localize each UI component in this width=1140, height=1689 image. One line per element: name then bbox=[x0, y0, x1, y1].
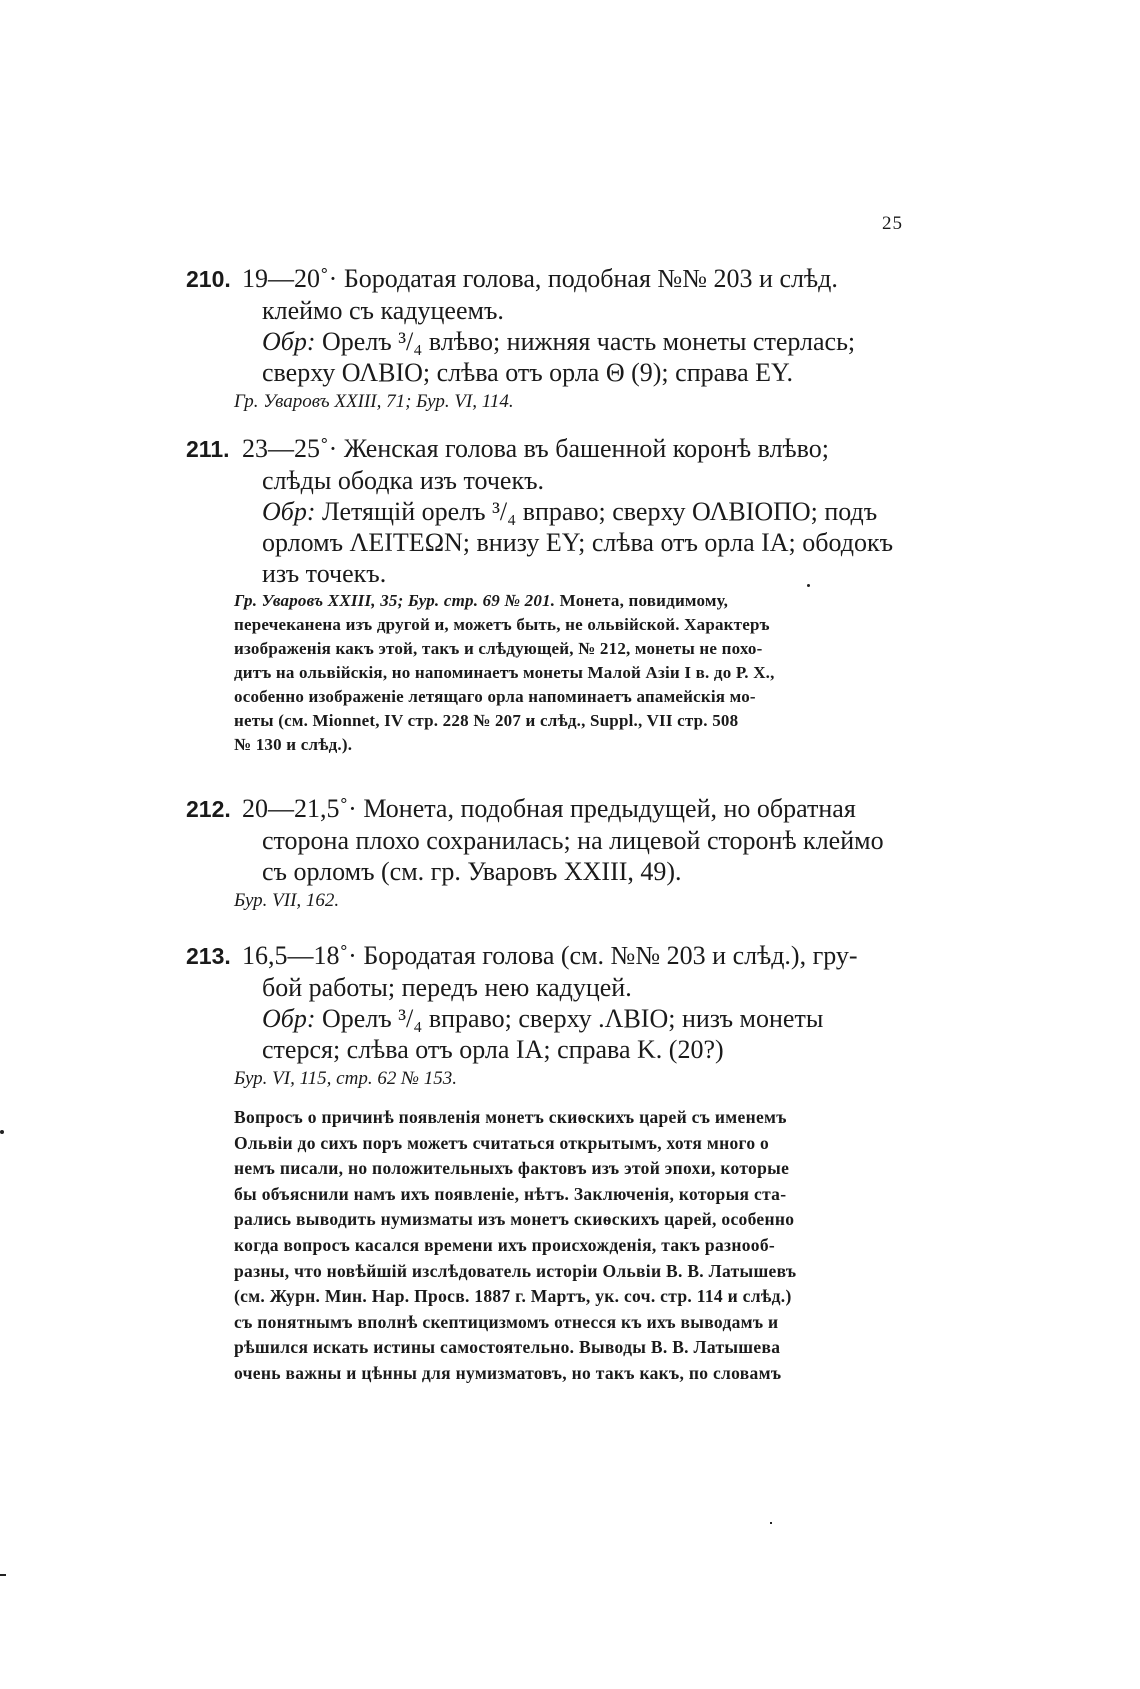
note-line: дитъ на ольвійскія, но напоминаетъ монеты Малой Азіи I в. до Р. Х., bbox=[234, 663, 775, 682]
reference-line: Бур. VII, 162. bbox=[234, 890, 340, 911]
paragraph-line: съ понятнымъ вполнѣ скептицизмомъ отнесся къ ихъ выводамъ и bbox=[234, 1311, 779, 1332]
entry-number: 210. bbox=[186, 266, 231, 292]
entry-number: 212. bbox=[186, 796, 231, 822]
entry-line: бой работы; передъ нею кадуцей. bbox=[262, 973, 632, 1002]
note-line: перечеканена изъ другой и, можетъ быть, не ольвійской. Характеръ bbox=[234, 615, 770, 634]
catalog-entry-213 bbox=[186, 940, 916, 1092]
note-line: неты (см. Mionnet, IV стр. 228 № 207 и слѣд., Suppl., VII стр. 508 bbox=[234, 711, 739, 730]
entry-line bbox=[186, 263, 916, 295]
entry-line bbox=[186, 326, 916, 357]
catalog-entry-211 bbox=[186, 433, 916, 757]
entry-description: 23—25˚· Женская голова въ башенной коронѣ влѣво; bbox=[242, 434, 829, 463]
entry-line: орломъ ΛΕΙΤΕΩΝ; внизу ΕΥ; слѣва отъ орла ΙΑ; ободокъ bbox=[262, 528, 894, 557]
scan-speck bbox=[770, 1522, 772, 1524]
entry-line: изъ точекъ. bbox=[262, 559, 387, 588]
obverse-label: Обр: bbox=[262, 327, 316, 356]
obverse-description: Орелъ ³/₄ вправо; сверху .ΛΒΙΟ; низъ монеты bbox=[322, 1004, 824, 1033]
entry-description: 19—20˚· Бородатая голова, подобная №№ 203 и слѣд. bbox=[242, 264, 838, 293]
reference-line: Бур. VI, 115, стр. 62 № 153. bbox=[234, 1068, 457, 1089]
paragraph-line: когда вопросъ касался времени ихъ происхожденія, такъ разнооб- bbox=[234, 1234, 776, 1255]
scan-speck bbox=[0, 1130, 4, 1134]
entry-line: клеймо съ кадуцеемъ. bbox=[262, 296, 504, 325]
entry-line: стерся; слѣва отъ орла ΙΑ; справа Κ. (20?) bbox=[262, 1035, 724, 1064]
reference-citation: Гр. Уваровъ XXIII, 35; Бур. стр. 69 № 201. bbox=[234, 591, 556, 610]
obverse-description: Летящій орелъ ³/₄ вправо; сверху ΟΛΒΙΟΠΟ; подъ bbox=[322, 497, 878, 526]
entry-line: слѣды ободка изъ точекъ. bbox=[262, 466, 545, 495]
entry-number: 211. bbox=[186, 436, 230, 462]
catalog-entry-210 bbox=[186, 263, 916, 415]
page-number: 25 bbox=[882, 213, 903, 234]
entry-line bbox=[186, 940, 916, 972]
paragraph-line: разны, что новѣйшій изслѣдователь исторіи Ольвіи В. В. Латышевъ bbox=[234, 1260, 797, 1281]
reference-line: Гр. Уваровъ XXIII, 71; Бур. VI, 114. bbox=[234, 391, 514, 412]
paragraph-line: Вопросъ о причинѣ появленія монетъ скиѳскихъ царей съ именемъ bbox=[234, 1107, 787, 1127]
paragraph-line: рались выводить нумизматы изъ монетъ скиѳскихъ царей, особенно bbox=[234, 1209, 795, 1230]
entry-description: 16,5—18˚· Бородатая голова (см. №№ 203 и слѣд.), гру- bbox=[242, 941, 858, 970]
commentary-paragraph bbox=[234, 1105, 924, 1387]
entry-line bbox=[186, 793, 916, 825]
note-line: изображенія какъ этой, такъ и слѣдующей, № 212, монеты не похо- bbox=[234, 639, 763, 658]
obverse-label: Обр: bbox=[262, 1004, 316, 1033]
note-line: № 130 и слѣд.). bbox=[234, 735, 353, 754]
entry-line: сверху ΟΛΒΙΟ; слѣва отъ орла Θ (9); справа ΕΥ. bbox=[262, 358, 794, 387]
note-text: Монета, повидимому, bbox=[559, 591, 729, 610]
obverse-description: Орелъ ³/₄ влѣво; нижняя часть монеты стерлась; bbox=[322, 327, 856, 356]
entry-line: съ орломъ (см. гр. Уваровъ XXIII, 49). bbox=[262, 857, 682, 886]
entry-line bbox=[186, 496, 916, 527]
entry-line bbox=[186, 1003, 916, 1034]
catalog-entry-212 bbox=[186, 793, 916, 914]
paragraph-line: немъ писали, но положительныхъ фактовъ изъ этой эпохи, которые bbox=[234, 1158, 790, 1179]
paragraph-line: рѣшился искать истины самостоятельно. Выводы В. В. Латышева bbox=[234, 1337, 781, 1358]
entry-description: 20—21,5˚· Монета, подобная предыдущей, но обратная bbox=[242, 794, 856, 823]
note-line: особенно изображеніе летящаго орла напоминаетъ апамейскія мо- bbox=[234, 687, 756, 706]
reference-line bbox=[186, 589, 916, 613]
paragraph-line: (см. Журн. Мин. Нар. Просв. 1887 г. Мартъ, ук. соч. стр. 114 и слѣд.) bbox=[234, 1286, 792, 1307]
entry-line: сторона плохо сохранилась; на лицевой сторонѣ клеймо bbox=[262, 826, 884, 855]
paragraph-line: Ольвіи до сихъ поръ можетъ считаться открытымъ, хотя много о bbox=[234, 1132, 770, 1153]
obverse-label: Обр: bbox=[262, 497, 316, 526]
scan-speck bbox=[0, 1574, 6, 1576]
entry-line bbox=[186, 433, 916, 465]
paragraph-line: очень важны и цѣнны для нумизматовъ, но такъ какъ, по словамъ bbox=[234, 1362, 782, 1383]
entry-number: 213. bbox=[186, 943, 231, 969]
paragraph-line: бы объяснили намъ ихъ появленіе, нѣтъ. Заключенія, которыя ста- bbox=[234, 1183, 787, 1204]
scan-speck bbox=[807, 584, 810, 587]
